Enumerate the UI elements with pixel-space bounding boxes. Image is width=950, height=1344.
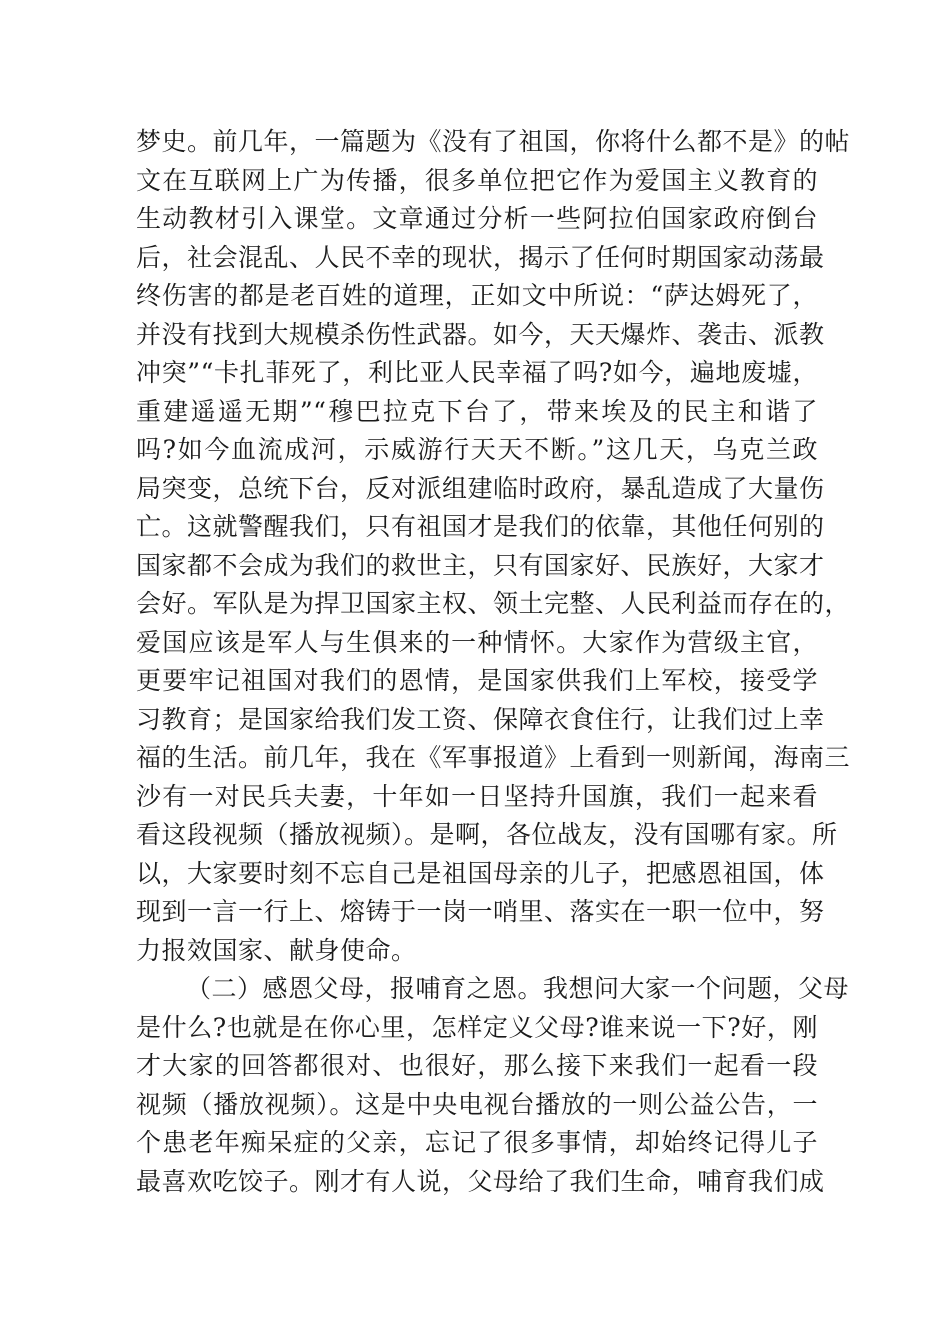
text-line: 以，大家要时刻不忘自己是祖国母亲的儿子，把感恩祖国，体 [136,858,825,888]
text-line: 终伤害的都是老百姓的道理，正如文中所说：“萨达姆死了， [136,281,818,310]
text-line: 吗?如今血流成河，示威游行天天不断。”这几天，乌克兰政 [136,435,818,464]
section-heading-line: （二）感恩父母，报哺育之恩。我想问大家一个问题，父母 [186,974,850,1003]
body-text [136,123,851,1201]
text-line: 梦史。前几年，一篇题为《没有了祖国，你将什么都不是》的帖 [136,127,851,156]
text-line: 最喜欢吃饺子。刚才有人说，父母给了我们生命，哺育我们成 [136,1166,825,1196]
text-line: 国家都不会成为我们的救世主，只有国家好、民族好，大家才 [136,550,825,580]
text-line: 爱国应该是军人与生俱来的一种情怀。大家作为营级主官， [136,627,818,657]
text-line: 现到一言一行上、熔铸于一岗一哨里、落实在一职一位中，努 [136,897,825,926]
text-line: 习教育；是国家给我们发工资、保障衣食住行，让我们过上幸 [136,704,825,734]
text-line: 福的生活。前几年，我在《军事报道》上看到一则新闻，海南三 [136,743,851,772]
text-line: 会好。军队是为捍卫国家主权、领土完整、人民利益而存在的， [136,589,851,618]
text-line: 才大家的回答都很对、也很好，那么接下来我们一起看一段 [136,1051,818,1080]
paragraph-end-line: 力报效国家、献身使命。 [136,935,417,965]
text-line: 文在互联网上广为传播，很多单位把它作为爱国主义教育的 [136,165,818,195]
text-line: 视频（播放视频）。这是中央电视台播放的一则公益公告，一 [136,1089,818,1119]
text-line: 个患老年痴呆症的父亲，忘记了很多事情，却始终记得儿子 [136,1128,818,1157]
text-line: 亡。这就警醒我们，只有祖国才是我们的依靠，其他任何别的 [136,512,825,541]
text-line: 局突变，总统下台，反对派组建临时政府，暴乱造成了大量伤 [136,473,825,503]
text-line: 生动教材引入课堂。文章通过分析一些阿拉伯国家政府倒台 [136,204,818,233]
text-line: 后，社会混乱、人民不幸的现状，揭示了任何时期国家动荡最 [136,242,825,272]
text-line: 是什么?也就是在你心里，怎样定义父母?谁来说一下?好，刚 [136,1012,818,1042]
text-line: 看这段视频（播放视频）。是啊，各位战友，没有国哪有家。所 [136,820,838,849]
text-line: 冲突”“卡扎菲死了，利比亚人民幸福了吗?如今，遍地废墟， [136,358,818,387]
text-line: 沙有一对民兵夫妻，十年如一日坚持升国旗，我们一起来看 [136,781,818,811]
text-line: 更要牢记祖国对我们的恩情，是国家供我们上军校，接受学 [136,666,818,695]
text-line: 重建遥遥无期”“穆巴拉克下台了，带来埃及的民主和谐了 [136,396,818,426]
text-line: 并没有找到大规模杀伤性武器。如今，天天爆炸、袭击、派教 [136,319,825,349]
